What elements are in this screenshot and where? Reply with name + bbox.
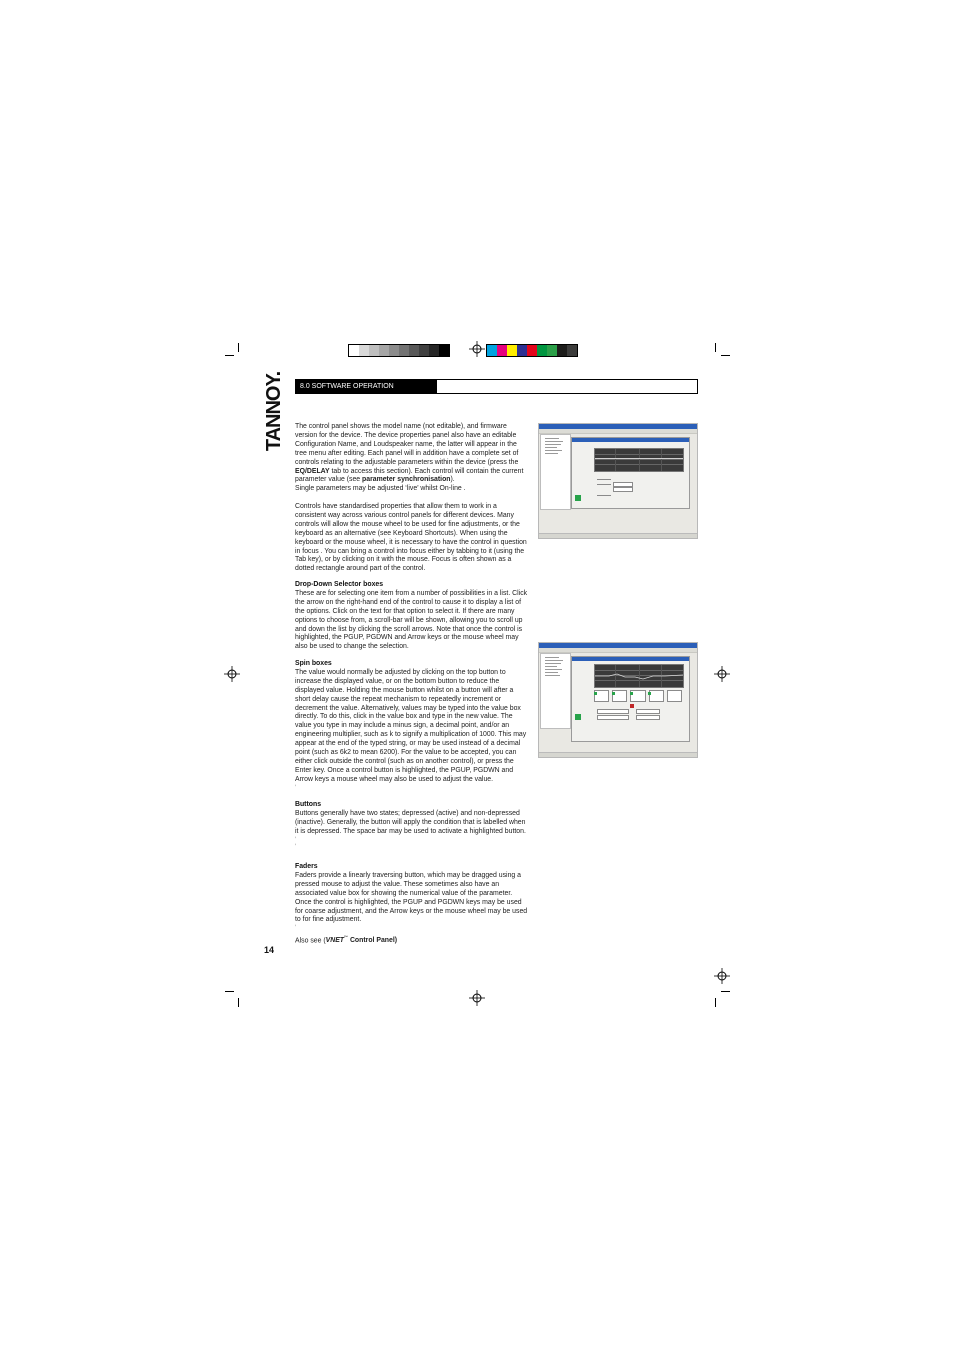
body-text: Buttons generally have two states; depressed (active) and non-depressed (inactive). Generally, the button will apply the condition that is labelled when it is depressed. The space bar may be used to activate a highlighted button. (295, 809, 526, 835)
status-indicator (575, 714, 581, 720)
grey-swatch (369, 345, 379, 356)
body-text: Faders provide a linearly traversing button, which may be dragged using a pressed mouse to adjust the value. These sometimes also have an associated value box for showing the numerical value of the parameter. Once the control is highlighted, the PGUP and PGDWN keys may be used for coarse adjustment, and the Arrow keys or the mouse wheel may be used to for fine adjustment. (295, 871, 528, 924)
grey-swatch (359, 345, 369, 356)
band-controls (594, 690, 682, 702)
eq-graph (594, 664, 684, 688)
bold-term: parameter synchronisation (362, 476, 451, 484)
grey-swatch (379, 345, 389, 356)
grey-swatch (429, 345, 439, 356)
color-swatch (507, 345, 517, 356)
body-text: tab to access this section). Each control will contain the current parameter value (see (295, 467, 524, 484)
section-faders (295, 863, 528, 932)
eq-graph (594, 448, 684, 472)
registration-mark-icon (469, 341, 485, 357)
crop-mark (721, 991, 730, 992)
grey-swatch (419, 345, 429, 356)
body-text: The value would normally be adjusted by clicking on the top button to increase the displayed value, or on the bottom button to reduce the displayed value. Holding the mouse button whilst on a button will after a short delay cause the repeat mechanism to repeatedly increment or decrement the value. Alternatively, values may be typed into the value box directly. To do this, click in the value box and type in the new value. The value you type in may include a minus sign, a decimal point, and/or an engineering multiplier, such as k to signify a multiplication of 1000. This may appear at the end of the typed string, or may be used instead of a decimal point (such as 6k2 to mean 6200). For the value to be accepted, you can either click outside the control (such as on another control), or press the Enter key. Once a control button is highlighted, the PGUP, PGDWN and Arrow keys a mouse wheel may also be used to adjust the value. (295, 668, 527, 783)
crop-mark (225, 991, 234, 992)
status-bar (539, 533, 697, 538)
grey-swatch (389, 345, 399, 356)
grey-swatch (439, 345, 449, 356)
device-tree (540, 434, 571, 510)
crop-mark (715, 998, 716, 1007)
section-buttons (295, 801, 528, 851)
section-heading: Faders (295, 863, 318, 870)
paragraph-control-panel (295, 423, 528, 494)
greyscale-bar (348, 344, 450, 357)
section-spin-boxes (295, 660, 528, 792)
registration-mark-icon (224, 666, 240, 682)
crop-mark (721, 355, 730, 356)
bold-term: EQ/DELAY (295, 467, 330, 475)
bold-term: VNET (325, 937, 345, 945)
registration-mark-icon (469, 990, 485, 1006)
crop-mark (238, 998, 239, 1007)
registration-mark-icon (714, 968, 730, 984)
color-swatch (547, 345, 557, 356)
section-dropdown (295, 581, 528, 652)
crop-mark (225, 355, 234, 356)
crop-mark (715, 343, 716, 352)
tick-mark: ‘ (295, 925, 297, 932)
section-heading: Drop-Down Selector boxes (295, 581, 384, 588)
control-panel-window (571, 437, 690, 509)
section-heading: Buttons (295, 801, 322, 808)
screenshot-control-panel (538, 423, 698, 539)
screenshot-eq-delay-panel (538, 642, 698, 758)
grey-swatch (399, 345, 409, 356)
grey-swatch (409, 345, 419, 356)
body-text: The control panel shows the model name (not editable), and firmware version for the device. The device properties panel also have an editable Configuration Name, and Loudspeaker name, the latter will appear in the tree menu after editing. Each panel will in addition have a complete set of controls relating to the adjustable parameters within the device (press the (295, 423, 519, 466)
trademark-symbol: ™ (344, 935, 349, 940)
color-swatch (527, 345, 537, 356)
color-swatch (487, 345, 497, 356)
status-indicator (575, 495, 581, 501)
crop-mark (238, 343, 239, 352)
tick-mark: ‘ (295, 784, 297, 791)
bold-term: Control Panel) (348, 937, 398, 945)
panel-titlebar (572, 657, 689, 661)
grey-swatch (349, 345, 359, 356)
process-color-bar (486, 344, 578, 357)
registration-mark-icon (714, 666, 730, 682)
color-swatch (517, 345, 527, 356)
page-number: 14 (264, 945, 275, 955)
tannoy-logo (253, 371, 286, 452)
section-header (295, 379, 698, 394)
tick-mark: ‘ (295, 836, 297, 843)
mute-indicator (630, 704, 634, 708)
control-panel-window (571, 656, 690, 742)
body-text: ). (450, 476, 455, 484)
panel-titlebar (572, 438, 689, 442)
logo-text: TANNOY. (263, 371, 286, 452)
paragraph-controls (295, 503, 528, 574)
body-text: Controls have standardised properties that allow them to work in a consistent way across various control panels for different devices. Many controls will allow the mouse wheel to be used for fine adjustments, or the keyboard as an alternative (see Keyboard Shortcuts). When using the keyboard or the mouse wheel, it is necessary to have the control in question in focus . You can bring a control into focus either by tabbing to it (using the Tab key), or by clicking on it with the mouse. Focus is often shown as a dotted rectangle around part of the control. (295, 503, 527, 573)
color-swatch (567, 345, 577, 356)
status-bar (539, 752, 697, 757)
color-swatch (497, 345, 507, 356)
eq-curve (595, 665, 683, 687)
body-text: These are for selecting one item from a number of possibilities in a list. Click the arrow on the right-hand end of the control to cause it to display a list of the options. Click on the text for that option to select it. If there are many options to choose from, a scroll-bar will be shown, allowing you to scroll up and down the list by clicking the scroll arrows. Note that once the control is highlighted, the PGUP, PGDWN and Arrow keys or the mouse wheel may also be used to change the selection. (295, 589, 528, 651)
also-see-line (295, 934, 528, 946)
section-heading: Spin boxes (295, 660, 332, 667)
color-swatch (557, 345, 567, 356)
tick-mark: ‘ (295, 843, 297, 850)
body-text: Single parameters may be adjusted ‘live’ whilst On-line . (295, 485, 466, 493)
section-label: 8.0 SOFTWARE OPERATION (296, 380, 437, 393)
device-tree (540, 653, 571, 729)
color-swatch (537, 345, 547, 356)
body-text: Also see ( (295, 937, 326, 945)
